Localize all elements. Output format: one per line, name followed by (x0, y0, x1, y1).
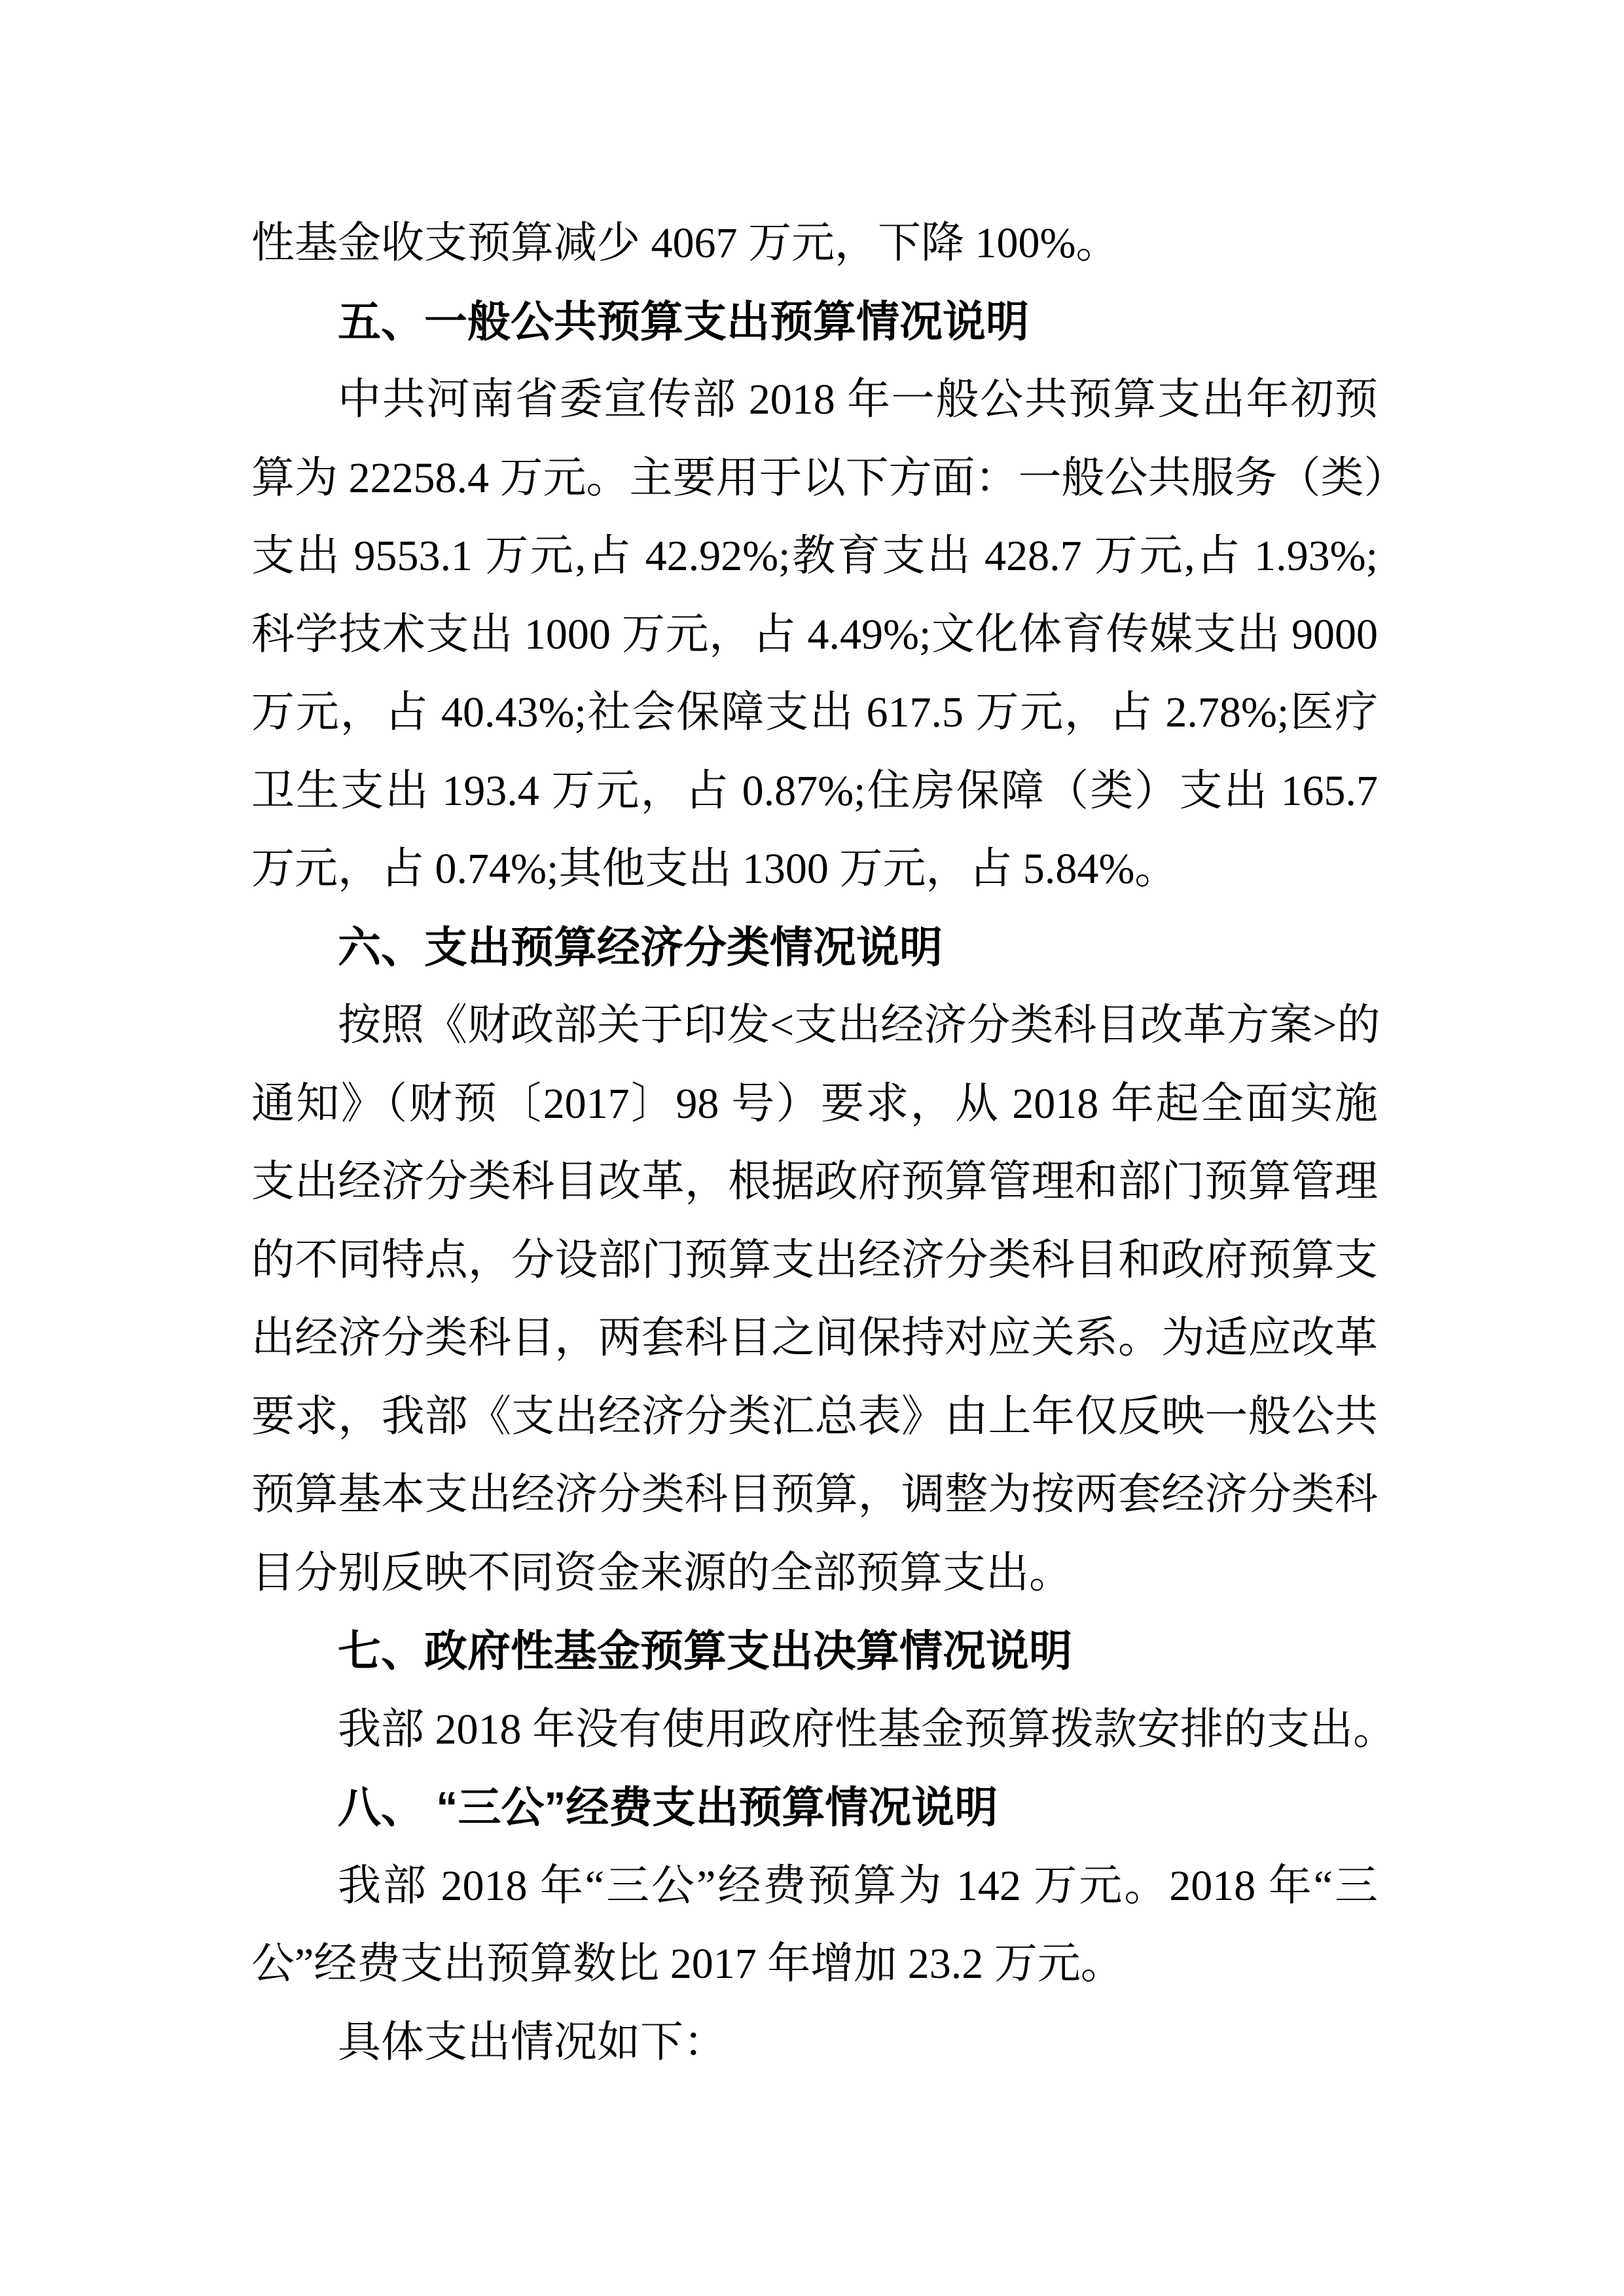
body-line: 预算基本支出经济分类科目预算，调整为按两套经济分类科 (251, 1471, 1378, 1518)
body-line: 出经济分类科目，两套科目之间保持对应关系。为适应改革 (251, 1314, 1378, 1362)
body-line: 我部 2018 年“三公”经费预算为 142 万元。2018 年“三 (338, 1861, 1378, 1910)
section-heading-8: 八、 “三公”经费支出预算情况说明 (338, 1783, 998, 1831)
body-line: 算为 22258.4 万元。主要用于以下方面：一般公共服务（类） (251, 454, 1407, 502)
body-line: 我部 2018 年没有使用政府性基金预算拨款安排的支出。 (338, 1705, 1396, 1753)
body-line: 要求，我部《支出经济分类汇总表》由上年仅反映一般公共 (251, 1392, 1378, 1441)
section-heading-5: 五、一般公共预算支出预算情况说明 (338, 296, 1029, 346)
paragraph-continuation-line: 性基金收支预算减少 4067 万元，下降 100%。 (251, 219, 1119, 267)
body-line: 具体支出情况如下： (338, 2018, 727, 2066)
body-line: 支出经济分类科目改革，根据政府预算管理和部门预算管理 (251, 1158, 1378, 1206)
body-line: 按照《财政部关于印发<支出经济分类科目改革方案>的 (338, 1001, 1380, 1049)
body-line: 目分别反映不同资金来源的全部预算支出。 (251, 1549, 1072, 1597)
body-line: 科学技术支出 1000 万元，占 4.49%;文化体育传媒支出 9000 (251, 610, 1378, 658)
body-line: 中共河南省委宣传部 2018 年一般公共预算支出年初预 (338, 376, 1378, 423)
body-line: 的不同特点，分设部门预算支出经济分类科目和政府预算支 (251, 1236, 1378, 1284)
document-text-block (251, 204, 1407, 2081)
body-line: 支出 9553.1 万元,占 42.92%;教育支出 428.7 万元,占 1.93%; (251, 532, 1378, 580)
body-line: 卫生支出 193.4 万元，占 0.87%;住房保障（类）支出 165.7 (251, 766, 1378, 815)
body-line: 万元，占 40.43%;社会保障支出 617.5 万元，占 2.78%;医疗 (251, 689, 1378, 736)
body-line: 公”经费支出预算数比 2017 年增加 23.2 万元。 (251, 1940, 1124, 1988)
body-line: 通知》（财预〔2017〕98 号）要求，从 2018 年起全面实施 (251, 1079, 1378, 1128)
section-heading-6: 六、支出预算经济分类情况说明 (338, 922, 943, 971)
body-line: 万元，占 0.74%;其他支出 1300 万元，占 5.84%。 (251, 845, 1178, 893)
section-heading-7: 七、政府性基金预算支出决算情况说明 (338, 1626, 1072, 1675)
